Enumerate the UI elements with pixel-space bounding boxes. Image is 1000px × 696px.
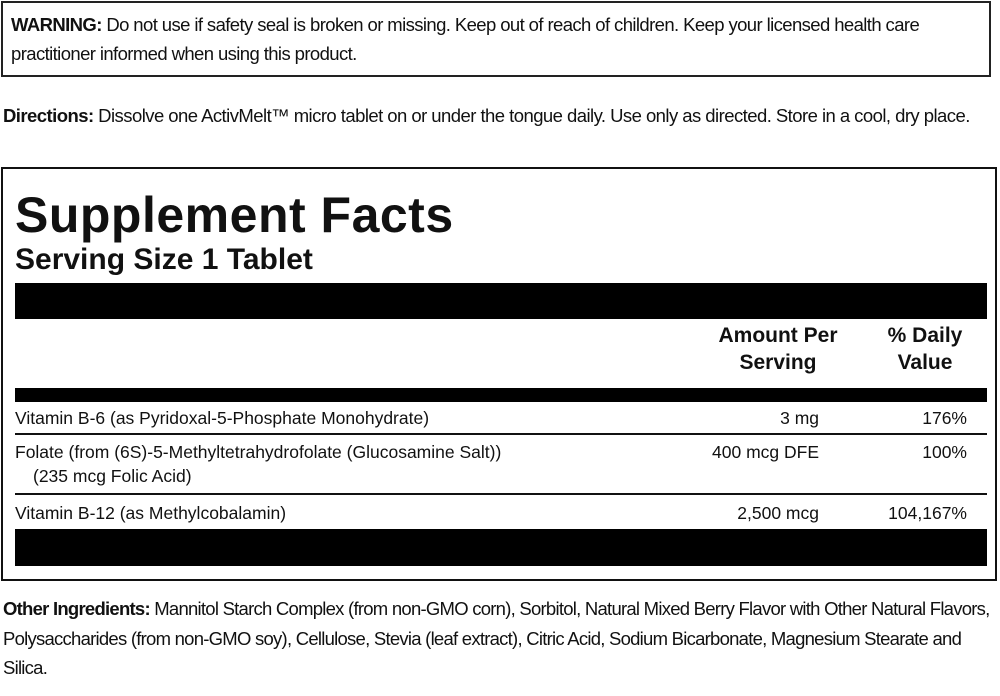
other-ingredients bbox=[3, 594, 998, 683]
thick-divider-middle bbox=[15, 388, 987, 402]
serving-size: Serving Size 1 Tablet bbox=[15, 243, 313, 276]
nutrient-amount: 400 mcg DFE bbox=[712, 442, 819, 462]
column-header-daily-value: % Daily Value bbox=[887, 324, 963, 374]
nutrient-daily-value: 100% bbox=[922, 442, 967, 462]
row-divider bbox=[15, 433, 987, 435]
nutrient-amount: 2,500 mcg bbox=[737, 503, 819, 523]
thick-divider-top bbox=[15, 283, 987, 319]
warning-label: WARNING: bbox=[11, 14, 102, 35]
facts-title: Supplement Facts bbox=[15, 187, 454, 243]
other-ingredients-label: Other Ingredients: bbox=[3, 598, 150, 619]
other-ingredients-text: Mannitol Starch Complex (from non-GMO corn), Sorbitol, Natural Mixed Berry Flavor with Other Natural Flavors, Polysaccharides (from non-GMO soy), Cellulose, Stevia (leaf extract), Citric Acid, Sodium Bicarbonate, Magnesium Stearate and Silica. bbox=[3, 598, 990, 678]
thick-divider-bottom bbox=[15, 529, 987, 566]
nutrient-name: Vitamin B-6 (as Pyridoxal-5-Phosphate Monohydrate) bbox=[15, 408, 430, 428]
nutrient-daily-value: 176% bbox=[922, 408, 967, 428]
nutrient-daily-value: 104,167% bbox=[888, 503, 967, 523]
column-header-amount: Amount Per Serving bbox=[718, 324, 838, 374]
warning-box bbox=[1, 1, 991, 77]
directions-label: Directions: bbox=[3, 105, 94, 126]
supplement-facts-panel bbox=[1, 167, 997, 581]
nutrient-name: Vitamin B-12 (as Methylcobalamin) bbox=[15, 503, 287, 523]
nutrient-sub-name: (235 mcg Folic Acid) bbox=[33, 466, 192, 486]
row-divider bbox=[15, 493, 987, 495]
nutrient-name: Folate (from (6S)-5-Methyltetrahydrofolate (Glucosamine Salt)) bbox=[15, 442, 502, 462]
directions-body: Dissolve one ActivMelt™ micro tablet on or under the tongue daily. Use only as directed. Store in a cool, dry place. bbox=[93, 105, 970, 126]
directions-text bbox=[3, 101, 995, 130]
nutrient-amount: 3 mg bbox=[780, 408, 819, 428]
warning-text: Do not use if safety seal is broken or missing. Keep out of reach of children. Keep your licensed health care practitioner informed when using this product. bbox=[11, 14, 920, 64]
